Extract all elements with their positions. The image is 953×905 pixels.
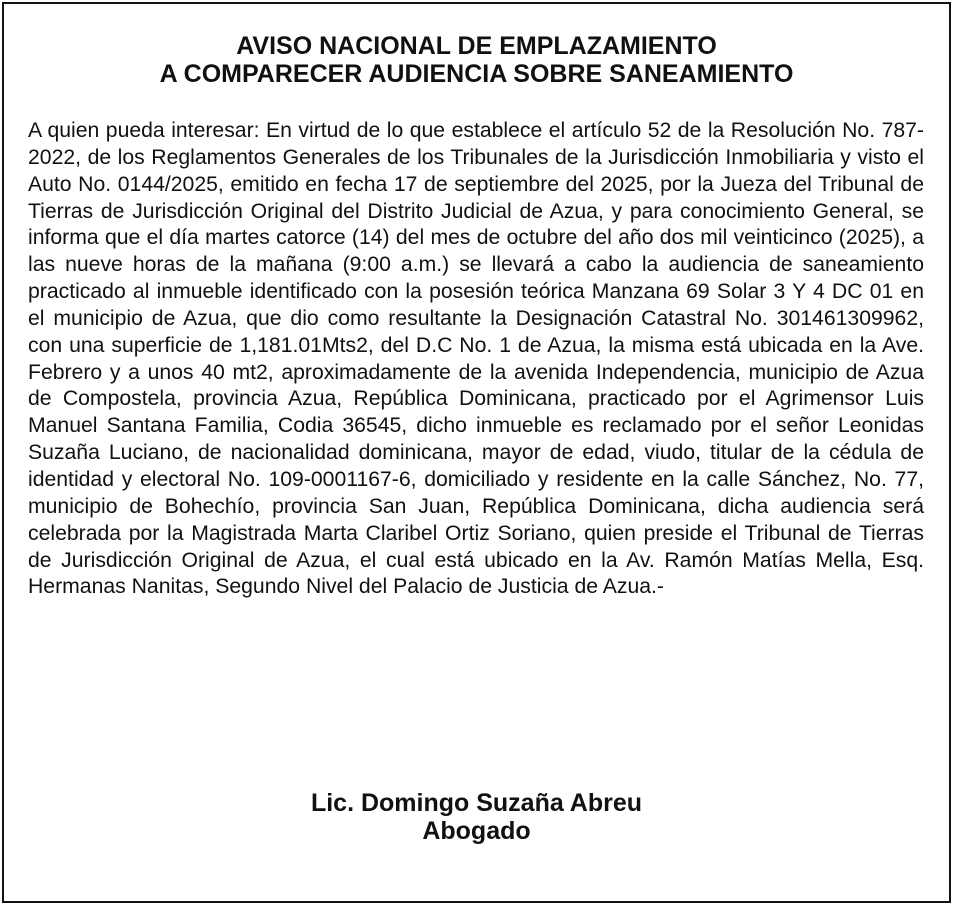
notice-body: A quien pueda interesar: En virtud de lo que establece el artículo 52 de la Resolución No. 787-2022, de los Reglamentos Generales de los Tribunales de la Jurisdicción Inmobiliaria y visto el Auto No. 0144/2025, emitido en fecha 17 de septiembre del 2025, por la Jueza del Tribunal de Tierras de Jurisdicción Original del Distrito Judicial de Azua, y para conocimiento General, se informa que el día martes catorce (14) del mes de octubre del año dos mil veinticinco (2025), a las nueve horas de la mañana (9:00 a.m.) se llevará a cabo la audiencia de saneamiento practicado al inmueble identificado con la posesión teórica Manzana 69 Solar 3 Y 4 DC 01 en el municipio de Azua, que dio como resultante la Designación Catastral No. 301461309962, con una superficie de 1,181.01Mts2, del D.C No. 1 de Azua, la misma está ubicada en la Ave. Febrero y a unos 40 mt2, aproximadamente de la avenida Independencia, municipio de Azua de Compostela, provincia Azua, República Dominicana, practicado por el Agrimensor Luis Manuel Santana Familia, Codia 36545, dicho inmueble es reclamado por el señor Leonidas Suzaña Luciano, de nacionalidad dominicana, mayor de edad, viudo, titular de la cédula de identidad y electoral No. 109-0001167-6, domiciliado y residente en la calle Sánchez, No. 77, municipio de Bohechío, provincia San Juan, República Dominicana, dicha audiencia será celebrada por la Magistrada Marta Claribel Ortiz Soriano, quien preside el Tribunal de Tierras de Jurisdicción Original de Azua, el cual está ubicado en la Av. Ramón Matías Mella, Esq. Hermanas Nanitas, Segundo Nivel del Palacio de Justicia de Azua.- xyxy=(28,119,924,599)
notice-title xyxy=(4,32,949,88)
signer-name: Lic. Domingo Suzaña Abreu xyxy=(310,789,643,817)
legal-notice xyxy=(2,2,951,903)
notice-title-line-2: A COMPARECER AUDIENCIA SOBRE SANEAMIENTO xyxy=(159,60,794,88)
signature-block xyxy=(4,789,949,845)
signer-title: Abogado xyxy=(422,817,531,845)
notice-title-line-1: AVISO NACIONAL DE EMPLAZAMIENTO xyxy=(236,32,717,60)
